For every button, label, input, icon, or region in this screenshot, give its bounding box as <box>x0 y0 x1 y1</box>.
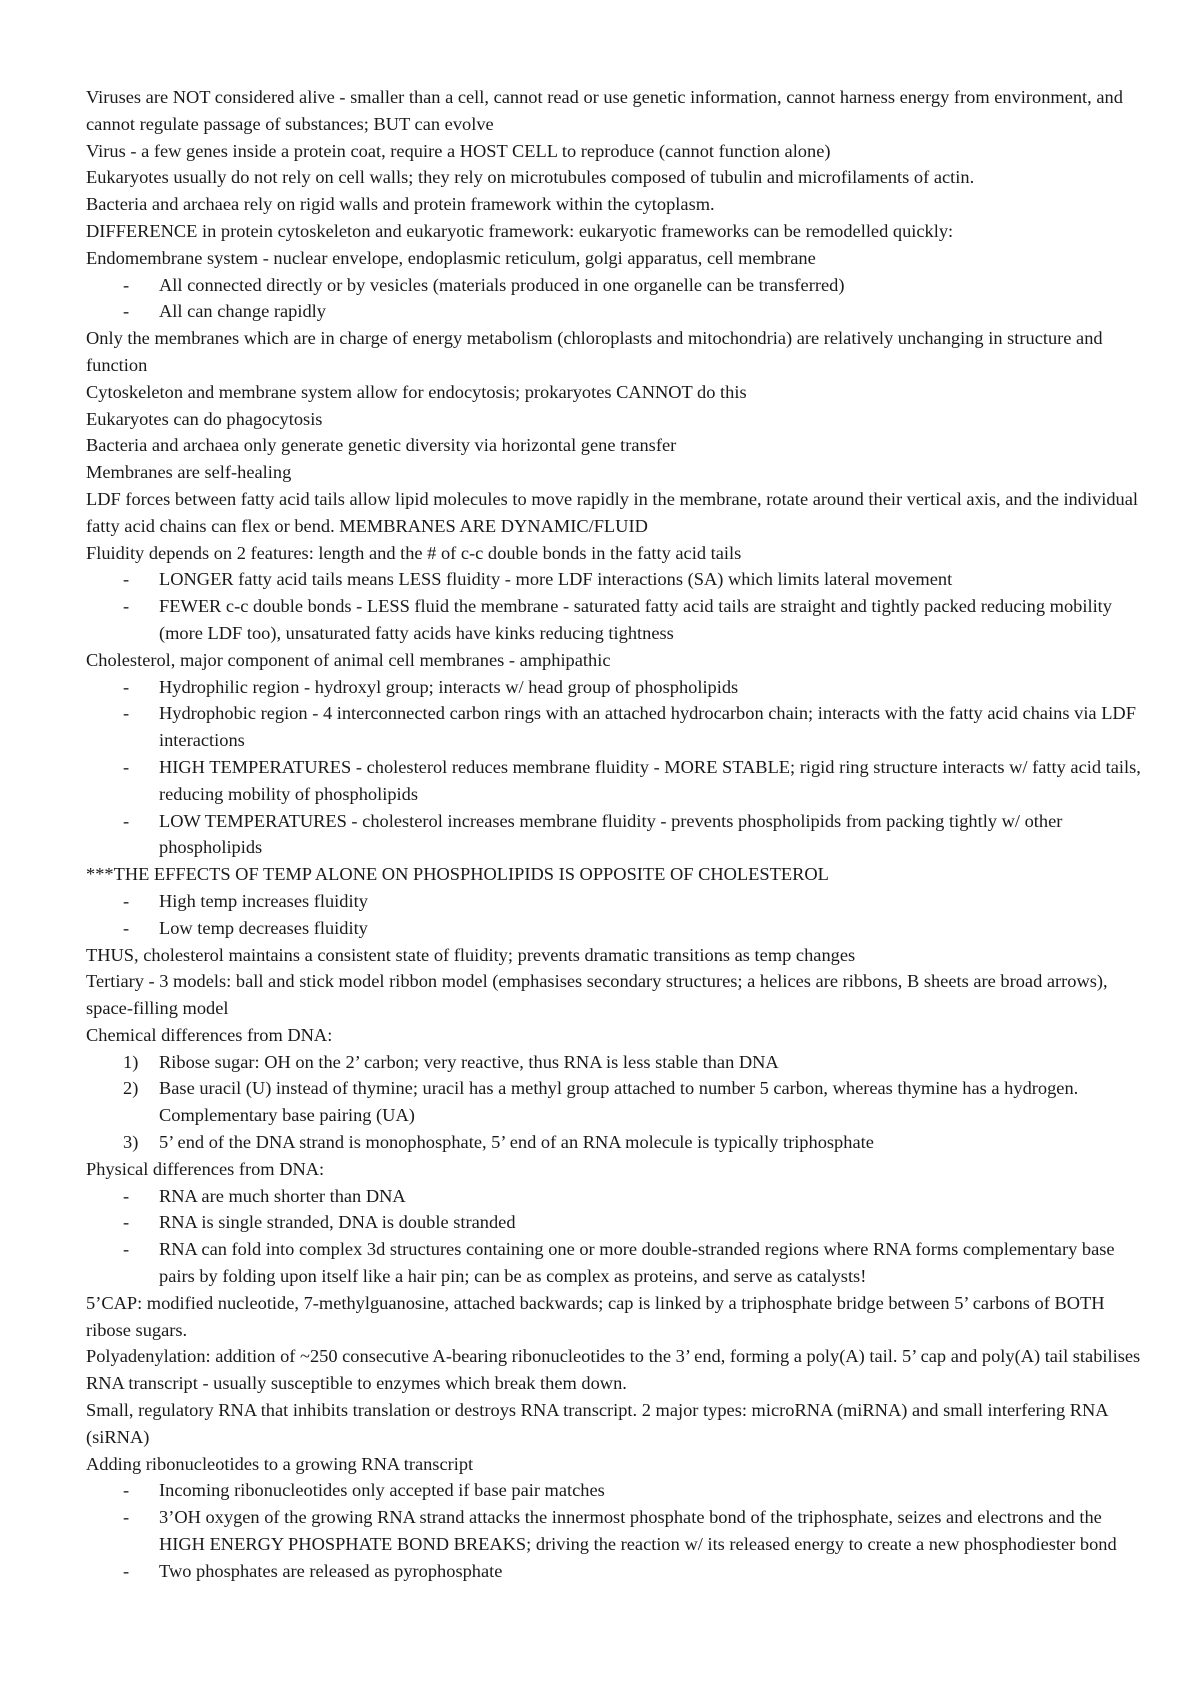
list-item <box>86 1558 1146 1585</box>
text-line: 5’CAP: modified nucleotide, 7-methylguanosine, attached backwards; cap is linked by a triphosphate bridge between 5’ carbons of BOTH ribose sugars. <box>86 1292 1105 1340</box>
text-line: Virus - a few genes inside a protein coat, require a HOST CELL to reproduce (cannot function alone) <box>86 140 831 161</box>
list-item-text: All can change rapidly <box>159 301 326 322</box>
list-item <box>86 566 1146 593</box>
text-line: Only the membranes which are in charge of energy metabolism (chloroplasts and mitochondria) are relatively unchanging in structure and function <box>86 328 1103 375</box>
list-item-text: High temp increases fluidity <box>159 890 368 911</box>
list-item <box>86 1477 1146 1504</box>
list-item-text: Hydrophilic region - hydroxyl group; interacts w/ head group of phospholipids <box>159 676 739 697</box>
text-line: Adding ribonucleotides to a growing RNA transcript <box>86 1453 474 1474</box>
list-item <box>86 1049 1146 1076</box>
document-body <box>86 84 1146 1585</box>
list-marker: 1) <box>123 1051 139 1072</box>
list-item <box>86 700 1146 754</box>
list-marker: - <box>123 890 130 911</box>
text-line: Fluidity depends on 2 features: length and the # of c-c double bonds in the fatty acid tails <box>86 542 742 563</box>
list-marker: 3) <box>123 1132 139 1153</box>
list-item-text: Low temp decreases fluidity <box>159 917 368 938</box>
list-item-text: All connected directly or by vesicles (materials produced in one organelle can be transferred) <box>159 274 845 295</box>
list-item-text: LONGER fatty acid tails means LESS fluidity - more LDF interactions (SA) which limits lateral movement <box>159 569 953 590</box>
list-item <box>86 888 1146 915</box>
list-item-text: FEWER c-c double bonds - LESS fluid the membrane - saturated fatty acid tails are straight and tightly packed reducing mobility (more LDF too), unsaturated fatty acids have kinks reducing tightness <box>159 596 1112 643</box>
list-item-text: RNA can fold into complex 3d structures containing one or more double-stranded regions where RNA forms complementary base pairs by folding upon itself like a hair pin; can be as complex as proteins, and serve as catalysts! <box>159 1239 1115 1287</box>
list-marker: - <box>123 596 130 617</box>
list-marker: - <box>123 301 130 322</box>
list-marker: - <box>123 1560 130 1581</box>
list-marker: 2) <box>123 1078 139 1099</box>
list-item <box>86 1129 1146 1156</box>
list-item-text: Hydrophobic region - 4 interconnected carbon rings with an attached hydrocarbon chain; interacts with the fatty acid chains via LDF interactions <box>159 703 1136 751</box>
list-marker: - <box>123 1507 130 1528</box>
list-item-text: HIGH TEMPERATURES - cholesterol reduces membrane fluidity - MORE STABLE; rigid ring structure interacts w/ fatty acid tails, reducing mobility of phospholipids <box>159 756 1141 804</box>
text-line: Tertiary - 3 models: ball and stick model ribbon model (emphasises secondary structures; a helices are ribbons, B sheets are broad arrows), space-filling model <box>86 971 1108 1019</box>
list-item <box>86 272 1146 299</box>
list-marker: - <box>123 756 130 777</box>
text-line: Membranes are self-healing <box>86 462 292 483</box>
text-line: ***THE EFFECTS OF TEMP ALONE ON PHOSPHOLIPIDS IS OPPOSITE OF CHOLESTEROL <box>86 864 829 885</box>
text-line: Physical differences from DNA: <box>86 1158 325 1179</box>
list-item <box>86 1209 1146 1236</box>
text-line: Bacteria and archaea rely on rigid walls and protein framework within the cytoplasm. <box>86 194 715 215</box>
text-line: Endomembrane system - nuclear envelope, endoplasmic reticulum, golgi apparatus, cell membrane <box>86 247 816 268</box>
text-line: Chemical differences from DNA: <box>86 1024 333 1045</box>
list-item-text: Incoming ribonucleotides only accepted if base pair matches <box>159 1480 605 1501</box>
list-item <box>86 674 1146 701</box>
list-item-text: Ribose sugar: OH on the 2’ carbon; very reactive, thus RNA is less stable than DNA <box>159 1051 779 1072</box>
list-marker: - <box>123 676 130 697</box>
list-marker: - <box>123 569 130 590</box>
text-line: LDF forces between fatty acid tails allow lipid molecules to move rapidly in the membrane, rotate around their vertical axis, and the individual fatty acid chains can flex or bend. MEMBRANES ARE DYNAMIC/FLUID <box>86 488 1139 536</box>
list-item-text: RNA is single stranded, DNA is double stranded <box>159 1212 516 1233</box>
text-line: Eukaryotes can do phagocytosis <box>86 408 323 429</box>
list-item-text: 3’OH oxygen of the growing RNA strand attacks the innermost phosphate bond of the triphosphate, seizes and electrons and the HIGH ENERGY PHOSPHATE BOND BREAKS; driving the reaction w/ its released energy to create a new phosphodiester bond <box>159 1507 1117 1555</box>
list-item <box>86 298 1146 325</box>
text-line: THUS, cholesterol maintains a consistent state of fluidity; prevents dramatic transitions as temp changes <box>86 944 856 965</box>
list-marker: - <box>123 274 130 295</box>
list-item-text: 5’ end of the DNA strand is monophosphate, 5’ end of an RNA molecule is typically triphosphate <box>159 1132 874 1153</box>
text-line: Viruses are NOT considered alive - smaller than a cell, cannot read or use genetic information, cannot harness energy from environment, and cannot regulate passage of substances; BUT can evolve <box>86 87 1123 134</box>
list-item <box>86 915 1146 942</box>
list-item <box>86 1504 1146 1558</box>
list-item <box>86 593 1146 647</box>
list-marker: - <box>123 1212 130 1233</box>
list-item <box>86 1236 1146 1290</box>
list-item-text: RNA are much shorter than DNA <box>159 1185 406 1206</box>
list-item <box>86 808 1146 862</box>
list-marker: - <box>123 1239 130 1260</box>
list-item-text: Base uracil (U) instead of thymine; uracil has a methyl group attached to number 5 carbon, whereas thymine has a hydrogen. Complementary base pairing (UA) <box>159 1078 1079 1126</box>
text-line: Eukaryotes usually do not rely on cell walls; they rely on microtubules composed of tubulin and microfilaments of actin. <box>86 167 975 188</box>
text-line: Cytoskeleton and membrane system allow for endocytosis; prokaryotes CANNOT do this <box>86 381 747 402</box>
list-marker: - <box>123 917 130 938</box>
text-line: Polyadenylation: addition of ~250 consecutive A-bearing ribonucleotides to the 3’ end, forming a poly(A) tail. 5’ cap and poly(A) tail stabilises RNA transcript - usually susceptible to enzymes which break them down. <box>86 1346 1141 1394</box>
list-item <box>86 754 1146 808</box>
text-line: Small, regulatory RNA that inhibits translation or destroys RNA transcript. 2 major types: microRNA (miRNA) and small interfering RNA (siRNA) <box>86 1400 1108 1447</box>
list-marker: - <box>123 1480 130 1501</box>
text-line: Cholesterol, major component of animal cell membranes - amphipathic <box>86 649 611 670</box>
list-item-text: LOW TEMPERATURES - cholesterol increases membrane fluidity - prevents phospholipids from packing tightly w/ other phospholipids <box>159 810 1063 858</box>
text-line: Bacteria and archaea only generate genetic diversity via horizontal gene transfer <box>86 435 677 456</box>
list-marker: - <box>123 703 130 724</box>
text-line: DIFFERENCE in protein cytoskeleton and eukaryotic framework: eukaryotic frameworks can be remodelled quickly: <box>86 220 954 241</box>
list-item <box>86 1075 1146 1129</box>
list-item <box>86 1183 1146 1210</box>
list-marker: - <box>123 1185 130 1206</box>
list-marker: - <box>123 810 130 831</box>
list-item-text: Two phosphates are released as pyrophosphate <box>159 1560 503 1581</box>
